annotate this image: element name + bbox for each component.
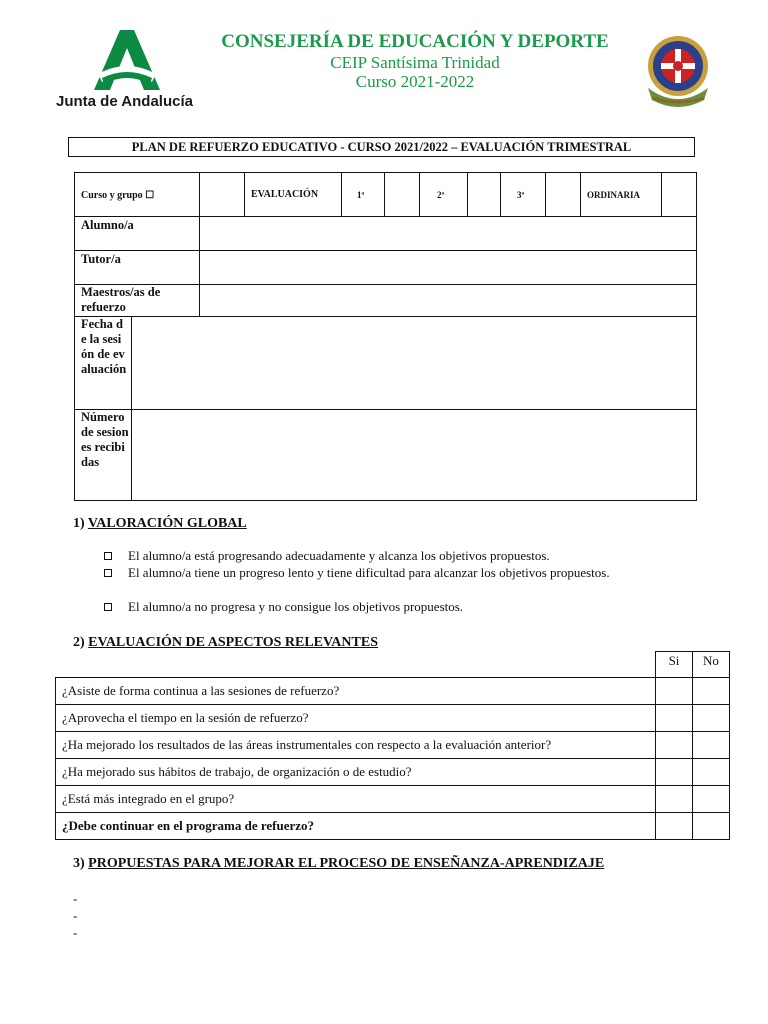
- checkbox-square-icon[interactable]: [104, 569, 112, 577]
- si-cell[interactable]: [656, 786, 693, 813]
- table-row: [56, 786, 730, 813]
- question-cell: ¿Debe continuar en el programa de refuerzo?: [56, 813, 656, 840]
- label-alumno: Alumno/a: [81, 218, 134, 232]
- table-row: [56, 705, 730, 732]
- si-cell[interactable]: [656, 705, 693, 732]
- label-curso-grupo: Curso y grupo ☐: [81, 190, 155, 201]
- student-info-table: [74, 172, 697, 501]
- section-2-heading: 2) EVALUACIÓN DE ASPECTOS RELEVANTES: [73, 635, 378, 650]
- section-1-heading: 1) VALORACIÓN GLOBAL: [73, 516, 247, 531]
- table-row: [56, 759, 730, 786]
- label-numero: Número de sesiones recibidas: [81, 410, 129, 469]
- label-eval-2: 2ª: [437, 190, 445, 200]
- checkbox-square-icon[interactable]: [104, 552, 112, 560]
- section-3-heading: 3) PROPUESTAS PARA MEJORAR EL PROCESO DE ENSEÑANZA-APRENDIZAJE: [73, 856, 605, 871]
- label-tutor: Tutor/a: [81, 252, 121, 266]
- proposal-line: -: [73, 891, 78, 906]
- seal-icon: [638, 28, 718, 108]
- logo-text: Junta de Andalucía: [56, 93, 193, 110]
- col-si-header: Si: [656, 652, 693, 679]
- header-school: CEIP Santísima Trinidad: [330, 53, 500, 72]
- question-cell: ¿Aprovecha el tiempo en la sesión de refuerzo?: [56, 705, 656, 732]
- label-fecha: Fecha de la sesión de evaluación: [81, 317, 127, 376]
- aspects-table: [55, 677, 730, 840]
- school-seal-logo: [638, 28, 718, 108]
- list-item: El alumno/a tiene un progreso lento y tiene dificultad para alcanzar los objetivos propuestos.: [104, 564, 694, 598]
- no-cell[interactable]: [693, 759, 730, 786]
- no-cell[interactable]: [693, 786, 730, 813]
- table-row: [56, 678, 730, 705]
- si-cell[interactable]: [656, 759, 693, 786]
- junta-andalucia-emblem-icon: [54, 28, 204, 98]
- proposal-line: -: [73, 925, 78, 940]
- plan-title: PLAN DE REFUERZO EDUCATIVO - CURSO 2021/2022 – EVALUACIÓN TRIMESTRAL: [68, 137, 695, 157]
- header-title: CONSEJERÍA DE EDUCACIÓN Y DEPORTE: [221, 31, 609, 52]
- question-cell: ¿Asiste de forma continua a las sesiones de refuerzo?: [56, 678, 656, 705]
- header-course: Curso 2021-2022: [355, 72, 475, 91]
- checkbox-square-icon[interactable]: [104, 603, 112, 611]
- no-cell[interactable]: [693, 732, 730, 759]
- si-cell[interactable]: [656, 678, 693, 705]
- label-evaluacion: EVALUACIÓN: [251, 189, 319, 200]
- list-item: El alumno/a no progresa y no consigue los objetivos propuestos.: [104, 598, 694, 615]
- label-eval-1: 1ª: [357, 190, 365, 200]
- label-eval-3: 3ª: [517, 190, 525, 200]
- table-row: [56, 813, 730, 840]
- question-cell: ¿Ha mejorado los resultados de las áreas instrumentales con respecto a la evaluación anterior?: [56, 732, 656, 759]
- label-ordinaria: ORDINARIA: [587, 190, 641, 200]
- list-item: El alumno/a está progresando adecuadamente y alcanza los objetivos propuestos.: [104, 547, 694, 564]
- question-cell: ¿Está más integrado en el grupo?: [56, 786, 656, 813]
- page-header: [190, 31, 640, 91]
- si-cell[interactable]: [656, 813, 693, 840]
- si-cell[interactable]: [656, 732, 693, 759]
- table-row: [56, 732, 730, 759]
- question-cell: ¿Ha mejorado sus hábitos de trabajo, de organización o de estudio?: [56, 759, 656, 786]
- col-no-header: No: [693, 652, 730, 679]
- no-cell[interactable]: [693, 678, 730, 705]
- label-maestros: Maestros/as de refuerzo: [81, 285, 161, 314]
- no-cell[interactable]: [693, 813, 730, 840]
- proposal-line: -: [73, 908, 78, 923]
- si-no-header: [655, 651, 730, 678]
- no-cell[interactable]: [693, 705, 730, 732]
